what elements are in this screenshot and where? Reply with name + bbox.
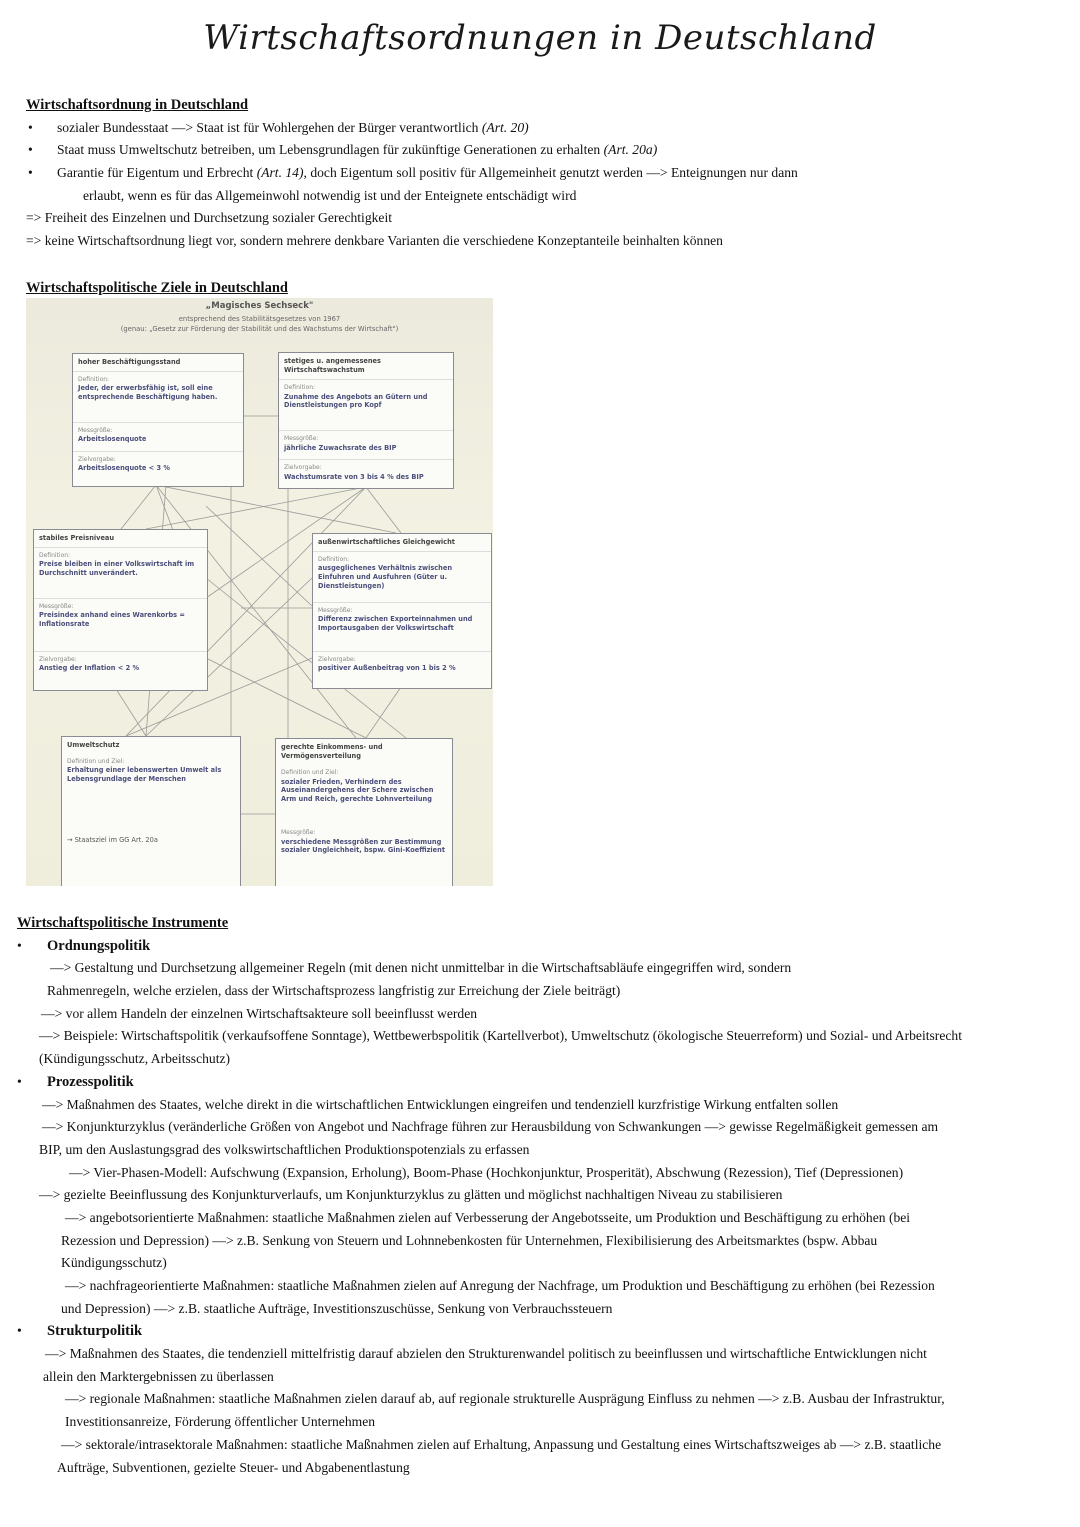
text-line: —> Gestaltung und Durchsetzung allgemeiner Regeln (mit denen nicht unmittelbar in die Wirtschaftsabläufe eingegriffen wird, sondern bbox=[50, 960, 792, 976]
bullet-icon: • bbox=[17, 937, 22, 953]
field-label: Messgröße: bbox=[78, 427, 113, 435]
instrument-title: Prozesspolitik bbox=[47, 1073, 134, 1090]
article-ref: (Art. 20a) bbox=[603, 142, 658, 158]
field-label: Zielvorgabe: bbox=[78, 456, 116, 464]
bullet-text: , doch Eigentum soll positiv für Allgemeinheit genutzt werden —> Enteignungen nur dann bbox=[303, 165, 798, 181]
field-value: Anstieg der Inflation < 2 % bbox=[39, 664, 140, 673]
field-label: Definition und Ziel: bbox=[67, 758, 125, 766]
field-value: Differenz zwischen Exporteinnahmen und Importausgaben der Volkswirtschaft bbox=[318, 615, 473, 633]
section-ziele bbox=[26, 277, 1080, 300]
field-label: Zielvorgabe: bbox=[39, 656, 77, 664]
text-line: Aufträge, Subventionen, gezielte Steuer- und Abgabenentlastung bbox=[57, 1459, 410, 1475]
bullet-item bbox=[26, 139, 1080, 162]
field-label: Messgröße: bbox=[281, 829, 316, 837]
diagram-subtitle: entsprechend des Stabilitätsgesetzes von 1967 bbox=[178, 315, 341, 323]
field-label: Definition: bbox=[39, 552, 71, 560]
text-line: —> Maßnahmen des Staates, welche direkt in die wirtschaftlichen Entwicklungen eingreifen und tendenziell kurzfristige Wirkung entfalten sollen bbox=[42, 1096, 839, 1112]
goal-title: hoher Beschäftigungsstand bbox=[73, 354, 243, 372]
field-label: Zielvorgabe: bbox=[318, 656, 356, 664]
magisches-sechseck-diagram bbox=[26, 298, 493, 886]
document-title: Wirtschaftsordnungen in Deutschland bbox=[203, 18, 877, 58]
bullet-text: sozialer Bundesstaat —> Staat ist für Wohlergehen der Bürger verantwortlich bbox=[57, 119, 479, 135]
diagram-subtitle: (genau: „Gesetz zur Förderung der Stabilität und des Wachstums der Wirtschaft") bbox=[120, 325, 399, 333]
field-value: ausgeglichenes Verhältnis zwischen Einfuhren und Ausfuhren (Güter u. Dienstleistungen) bbox=[318, 564, 453, 591]
text-line: —> regionale Maßnahmen: staatliche Maßnahmen zielen darauf ab, auf regionale strukturelle Ausprägung Einfluss zu nehmen —> z.B. Ausbau der Infrastruktur, bbox=[65, 1391, 945, 1407]
field-label: Definition und Ziel: bbox=[281, 769, 339, 777]
instrument-heading bbox=[17, 1320, 1080, 1343]
goal-title: stabiles Preisniveau bbox=[34, 530, 207, 548]
instrument-heading bbox=[17, 1071, 1080, 1094]
goal-title: außenwirtschaftliches Gleichgewicht bbox=[313, 534, 491, 552]
text-line: —> gezielte Beeinflussung des Konjunkturverlaufs, um Konjunkturzyklus zu glätten und möglichst nachhaltigen Niveau zu stabilisieren bbox=[39, 1187, 783, 1203]
bullet-icon: • bbox=[17, 1323, 22, 1339]
field-label: Messgröße: bbox=[39, 603, 74, 611]
bullet-text: Garantie für Eigentum und Erbrecht bbox=[57, 165, 254, 181]
text-line: —> nachfrageorientierte Maßnahmen: staatliche Maßnahmen zielen auf Anregung der Nachfrage, um Produktion und Beschäftigung zu erhöhen (bei Rezession bbox=[65, 1278, 935, 1293]
instrument-heading bbox=[17, 935, 1080, 958]
text-line: —> angebotsorientierte Maßnahmen: staatliche Maßnahmen zielen auf Verbesserung der Angebotsseite, um Produktion und Beschäftigung zu erhöhen (bei bbox=[65, 1209, 911, 1225]
field-value: jährliche Zuwachsrate des BIP bbox=[284, 443, 397, 452]
section-instrumente bbox=[17, 912, 1080, 1479]
field-value: Arbeitslosenquote bbox=[78, 435, 147, 444]
field-label: Messgröße: bbox=[284, 435, 319, 443]
field-value: Jeder, der erwerbsfähig ist, soll eine entsprechende Beschäftigung haben. bbox=[78, 384, 218, 402]
goal-box-verteilung bbox=[275, 738, 453, 886]
field-value: → Staatsziel im GG Art. 20a bbox=[67, 836, 158, 845]
text-line: und Depression) —> z.B. staatliche Aufträge, Investitionszuschüsse, Senkung von Verbrauchssteuern bbox=[61, 1300, 613, 1316]
bullet-icon: • bbox=[17, 1073, 22, 1089]
bullet-icon: • bbox=[28, 165, 33, 181]
field-label: Definition: bbox=[78, 376, 110, 384]
text-line: Investitionsanreize, Förderung öffentlicher Unternehmen bbox=[65, 1414, 376, 1430]
goal-box-beschaeftigung bbox=[72, 353, 244, 487]
text-line: Kündigungsschutz) bbox=[61, 1255, 167, 1271]
goal-box-preisniveau bbox=[33, 529, 208, 691]
instrument-title: Ordnungspolitik bbox=[47, 937, 151, 954]
diagram-title: „Magisches Sechseck" bbox=[205, 301, 314, 311]
text-line: Rezession und Depression) —> z.B. Senkung von Steuern und Lohnnebenkosten für Unternehmen, Flexibilisierung des Arbeitsmarktes (bspw. Abbau bbox=[61, 1232, 878, 1248]
goal-title: stetiges u. angemessenes Wirtschaftswachstum bbox=[279, 353, 453, 380]
goal-title: gerechte Einkommens- und Vermögensverteilung bbox=[281, 743, 383, 761]
text-line: BIP, um den Auslastungsgrad des volkswirtschaftlichen Produktionspotenzials zu erfassen bbox=[39, 1141, 530, 1157]
field-value: Preisindex anhand eines Warenkorbs = Inflationsrate bbox=[39, 611, 185, 629]
text-line: (Kündigungsschutz, Arbeitsschutz) bbox=[39, 1051, 231, 1067]
text-line: —> Konjunkturzyklus (veränderliche Größen von Angebot und Nachfrage führen zur Herausbildung von Schwankungen —> gewisse Regelmäßigkeit gemessen am bbox=[42, 1119, 939, 1135]
goal-title: Umweltschutz bbox=[67, 741, 120, 749]
bullet-item bbox=[26, 162, 1080, 185]
bullet-continuation: erlaubt, wenn es für das Allgemeinwohl notwendig ist und der Enteignete entschädigt wird bbox=[83, 187, 577, 203]
field-value: verschiedene Messgrößen zur Bestimmung sozialer Ungleichheit, bspw. Gini-Koeffizient bbox=[281, 837, 445, 855]
field-label: Zielvorgabe: bbox=[284, 464, 322, 472]
bullet-item bbox=[26, 117, 1080, 140]
bullet-icon: • bbox=[28, 119, 33, 135]
text-line: —> Vier-Phasen-Modell: Aufschwung (Expansion, Erholung), Boom-Phase (Hochkonjunktur, Prosperität), Abschwung (Rezession), Tief (Depressionen) bbox=[69, 1164, 904, 1180]
conclusion-line: => keine Wirtschaftsordnung liegt vor, sondern mehrere denkbare Varianten die verschiedene Konzeptanteile beinhalten können bbox=[26, 233, 723, 249]
bullet-icon: • bbox=[28, 142, 33, 158]
field-value: Preise bleiben in einer Volkswirtschaft im Durchschnitt unverändert. bbox=[39, 560, 195, 578]
text-line: —> Beispiele: Wirtschaftspolitik (verkaufsoffene Sonntage), Wettbewerbspolitik (Kartellverbot), Umweltschutz (ökologische Steuerreform) und Sozial- und Arbeitsrecht bbox=[39, 1028, 962, 1044]
conclusion-line: => Freiheit des Einzelnen und Durchsetzung sozialer Gerechtigkeit bbox=[26, 210, 393, 226]
section-wirtschaftsordnung bbox=[26, 94, 1080, 253]
field-value: positiver Außenbeitrag von 1 bis 2 % bbox=[318, 664, 456, 673]
goal-box-umweltschutz bbox=[61, 736, 241, 886]
section-heading: Wirtschaftspolitische Instrumente bbox=[17, 915, 229, 931]
text-line: allein den Marktergebnissen zu überlassen bbox=[43, 1368, 274, 1384]
goal-box-wachstum bbox=[278, 352, 454, 489]
section-heading: Wirtschaftspolitische Ziele in Deutschland bbox=[26, 280, 288, 296]
bullet-text: Staat muss Umweltschutz betreiben, um Lebensgrundlagen für zukünftige Generationen zu erhalten bbox=[57, 142, 601, 158]
field-value: Erhaltung einer lebenswerten Umwelt als Lebensgrundlage der Menschen bbox=[67, 766, 222, 784]
text-line: Rahmenregeln, welche erzielen, dass der Wirtschaftsprozess langfristig zur Erreichung der Ziele beiträgt) bbox=[47, 983, 621, 999]
field-label: Definition: bbox=[318, 556, 350, 564]
article-ref: (Art. 20) bbox=[481, 119, 529, 135]
section-heading: Wirtschaftsordnung in Deutschland bbox=[26, 97, 249, 113]
goal-box-aussenwirtschaft bbox=[312, 533, 492, 689]
field-value: Wachstumsrate von 3 bis 4 % des BIP bbox=[284, 472, 424, 481]
field-value: Arbeitslosenquote < 3 % bbox=[78, 464, 170, 473]
field-label: Messgröße: bbox=[318, 607, 353, 615]
field-value: Zunahme des Angebots an Gütern und Dienstleistungen pro Kopf bbox=[284, 392, 428, 410]
field-value: sozialer Frieden, Verhindern des Auseinandergehens der Schere zwischen Arm und Reich, gerechte Lohnverteilung bbox=[281, 777, 434, 804]
text-line: —> Maßnahmen des Staates, die tendenziell mittelfristig darauf abzielen den Strukturenwandel politisch zu beeinflussen und wirtschaftliche Entwicklungen nicht bbox=[45, 1346, 927, 1362]
text-line: —> vor allem Handeln der einzelnen Wirtschaftsakteure soll beeinflusst werden bbox=[41, 1005, 478, 1021]
instrument-title: Strukturpolitik bbox=[47, 1323, 143, 1340]
text-line: —> sektorale/intrasektorale Maßnahmen: staatliche Maßnahmen zielen auf Erhaltung, Anpassung und Gestaltung eines Wirtschaftszweiges ab —> z.B. staatliche bbox=[61, 1436, 942, 1452]
field-label: Definition: bbox=[284, 384, 316, 392]
article-ref: (Art. 14) bbox=[256, 165, 304, 181]
